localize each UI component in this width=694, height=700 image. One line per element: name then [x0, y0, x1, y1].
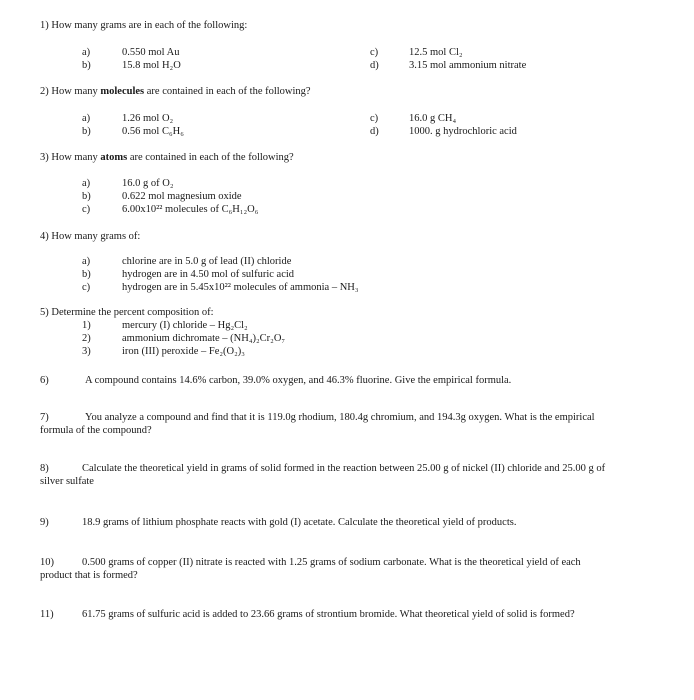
q2-item-d-label: d) [370, 126, 379, 137]
q4-item-a-text: chlorine are in 5.0 g of lead (II) chloride [122, 256, 292, 267]
q8-continuation: silver sulfate [40, 476, 94, 487]
q9-number: 9) [40, 517, 49, 528]
q2-item-b-text: 0.56 mol C₆H₆ [122, 126, 184, 137]
q1-item-a-label: a) [82, 47, 91, 58]
q1-item-c-label: c) [370, 47, 379, 58]
q3-item-a-label: a) [82, 178, 91, 189]
q10-continuation: product that is formed? [40, 570, 138, 581]
question-4-prompt: 4) How many grams of: [40, 231, 141, 242]
q6-number: 6) [40, 375, 49, 386]
q4-item-a-label: a) [82, 256, 91, 267]
question-3-prompt [40, 152, 294, 163]
q5-item-2-text: ammonium dichromate – (NH₄)₂Cr₂O₇ [122, 333, 286, 344]
q2-item-b-label: b) [82, 126, 91, 137]
q5-item-1-label: 1) [82, 320, 91, 331]
q3-item-c-label: c) [82, 204, 91, 215]
q1-item-d-label: d) [370, 60, 379, 71]
q2-item-c-label: c) [370, 113, 379, 124]
q7-text: You analyze a compound and find that it is 119.0g rhodium, 180.4g chromium, and 194.3g oxygen. What is the empirical [85, 412, 595, 423]
q2-prompt-pre: 2) How many [40, 86, 101, 97]
q8-number: 8) [40, 463, 49, 474]
q5-item-1-text: mercury (I) chloride – Hg₂Cl₂ [122, 320, 248, 331]
q5-item-3-label: 3) [82, 346, 91, 357]
q1-item-c-text: 12.5 mol Cl₂ [409, 47, 463, 58]
q2-prompt-post: are contained in each of the following? [144, 86, 311, 97]
q2-item-a-text: 1.26 mol O₂ [122, 113, 174, 124]
q4-item-b-label: b) [82, 269, 91, 280]
q3-item-c-text: 6.00x10²² molecules of C₆H₁₂O₆ [122, 204, 259, 215]
q1-item-b-label: b) [82, 60, 91, 71]
q3-prompt-post: are contained in each of the following? [127, 152, 294, 163]
q5-item-2-label: 2) [82, 333, 91, 344]
q3-item-a-text: 16.0 g of O₂ [122, 178, 174, 189]
q3-prompt-pre: 3) How many [40, 152, 101, 163]
q8-text: Calculate the theoretical yield in grams of solid formed in the reaction between 25.00 g of nickel (II) chloride and 25.00 g of [82, 463, 606, 474]
q4-item-c-text: hydrogen are in 5.45x10²² molecules of ammonia – NH₃ [122, 282, 359, 293]
q3-item-b-label: b) [82, 191, 91, 202]
q1-item-d-text: 3.15 mol ammonium nitrate [409, 60, 527, 71]
question-1-prompt: 1) How many grams are in each of the following: [40, 20, 248, 31]
q1-item-b-text: 15.8 mol H₂O [122, 60, 181, 71]
q2-item-d-text: 1000. g hydrochloric acid [409, 126, 517, 137]
q2-item-c-text: 16.0 g CH₄ [409, 113, 457, 124]
q2-prompt-bold: molecules [100, 86, 145, 97]
q7-continuation: formula of the compound? [40, 425, 152, 436]
q10-number: 10) [40, 557, 54, 568]
question-5-prompt: 5) Determine the percent composition of: [40, 307, 214, 318]
q1-item-a-text: 0.550 mol Au [122, 47, 180, 58]
q4-item-b-text: hydrogen are in 4.50 mol of sulfuric acid [122, 269, 295, 280]
q10-text: 0.500 grams of copper (II) nitrate is reacted with 1.25 grams of sodium carbonate. What is the theoretical yield of each [82, 557, 581, 568]
q3-item-b-text: 0.622 mol magnesium oxide [122, 191, 242, 202]
q9-text: 18.9 grams of lithium phosphate reacts with gold (I) acetate. Calculate the theoretical yield of products. [82, 517, 517, 528]
q6-text: A compound contains 14.6% carbon, 39.0% oxygen, and 46.3% fluorine. Give the empirical formula. [85, 375, 512, 386]
q5-item-3-text: iron (III) peroxide – Fe₂(O₂)₃ [122, 346, 245, 357]
q7-number: 7) [40, 412, 49, 423]
q2-item-a-label: a) [82, 113, 91, 124]
q11-text: 61.75 grams of sulfuric acid is added to 23.66 grams of strontium bromide. What theoretical yield of solid is formed? [82, 609, 575, 620]
q3-prompt-bold: atoms [100, 152, 128, 163]
q11-number: 11) [40, 609, 54, 620]
question-2-prompt [40, 86, 311, 97]
q4-item-c-label: c) [82, 282, 91, 293]
